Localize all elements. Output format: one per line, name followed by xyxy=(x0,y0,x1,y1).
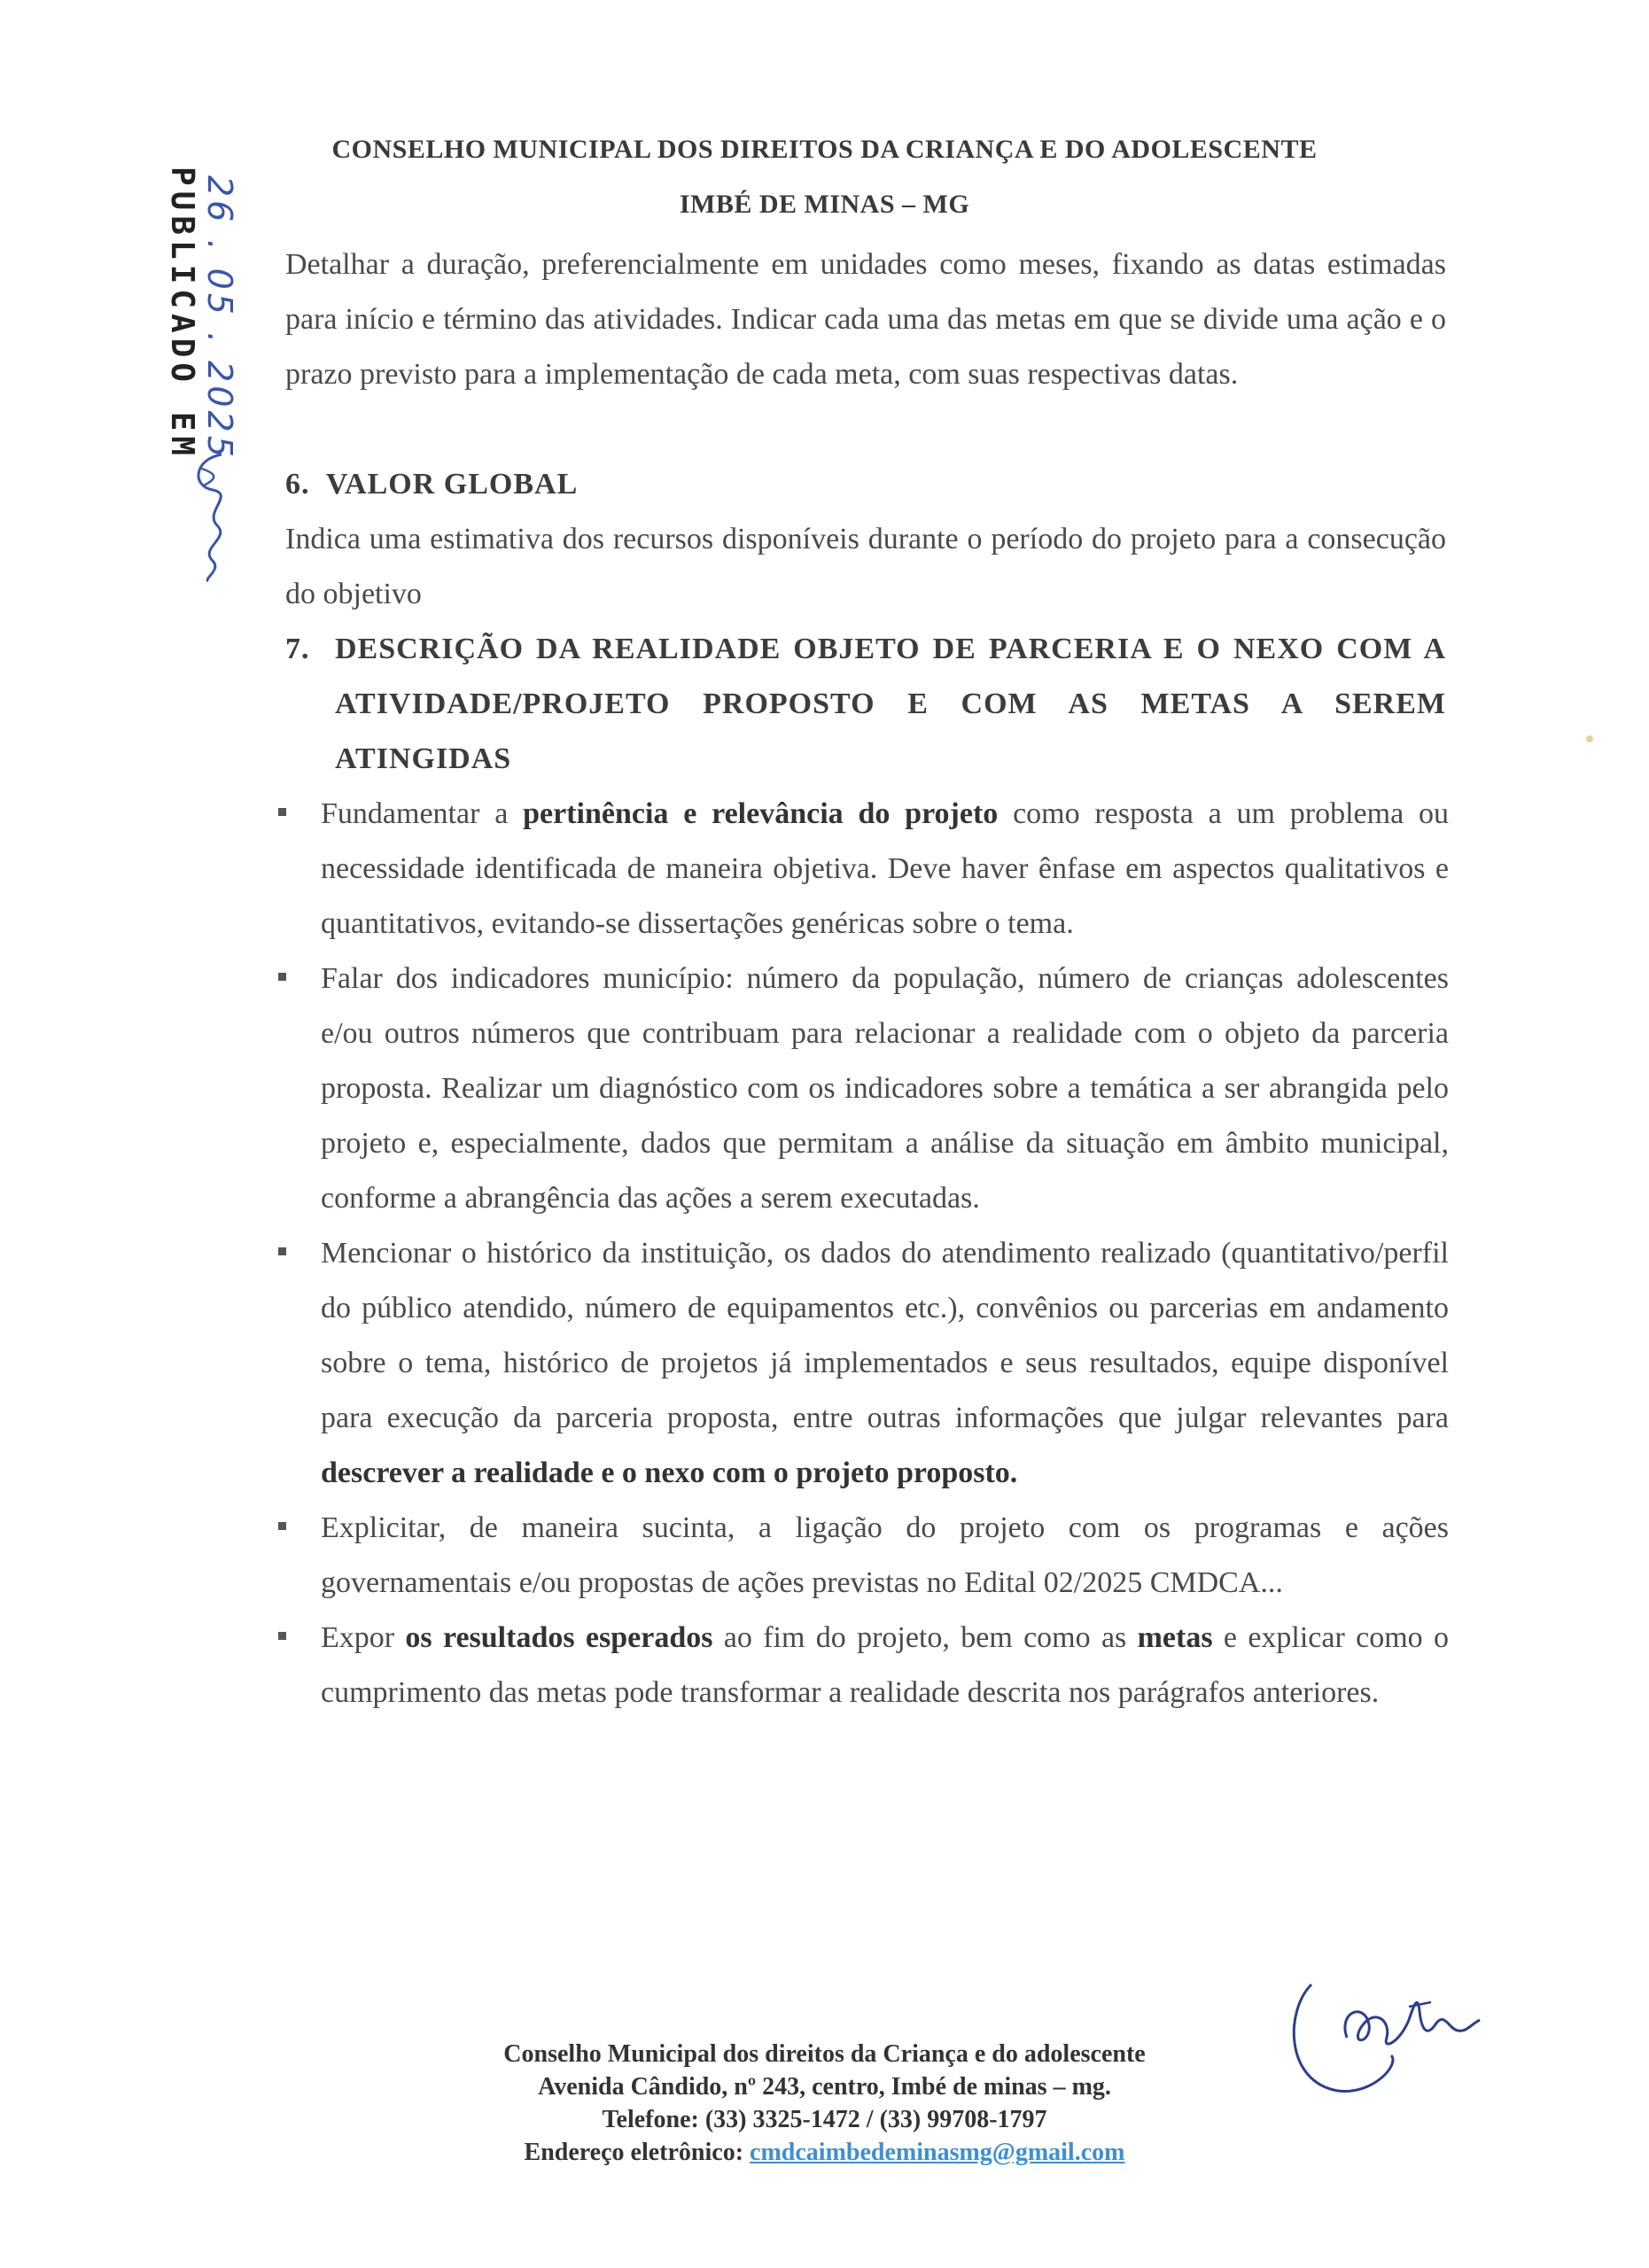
list-item: Fundamentar a pertinência e relevância do projeto como resposta a um problema ou necessidade identificada de maneira objetiva. Deve haver ênfase em aspectos qualitativos e quantitativos, evitando-se dissertações genéricas sobre o tema. xyxy=(275,787,1449,951)
list-item: Explicitar, de maneira sucinta, a ligação do projeto com os programas e ações governamentais e/ou propostas de ações previstas no Edital 02/2025 CMDCA... xyxy=(275,1501,1449,1611)
intro-paragraph: Detalhar a duração, preferencialmente em unidades como meses, fixando as datas estimadas para início e término das atividades. Indicar cada uma das metas em que se divide uma ação e o prazo previsto para a implementação de cada meta, com suas respectivas datas. xyxy=(285,248,1446,391)
publication-stamp xyxy=(133,158,257,494)
section-7-heading xyxy=(285,622,1446,787)
stamp-label: PUBLICADO EM xyxy=(164,167,200,462)
section-6-title: VALOR GLOBAL xyxy=(325,468,579,501)
bullet-square-icon xyxy=(278,1522,286,1530)
emphasis-text: metas xyxy=(1137,1621,1213,1654)
list-item: Falar dos indicadores município: número da população, número de crianças adolescentes e/ou outros números que contribuam para relacionar a realidade com o objeto da parceria proposta. Realizar um diagnóstico com os indicadores sobre a temática a ser abrangida pelo projeto e, especialmente, dados que permitam a análise da situação em âmbito municipal, conforme a abrangência das ações a serem executadas. xyxy=(275,951,1449,1226)
bullet-square-icon xyxy=(278,973,286,981)
footer-email-label: Endereço eletrônico: xyxy=(524,2139,751,2166)
council-header-city: IMBÉ DE MINAS – MG xyxy=(679,190,970,219)
footer-council-name: Conselho Municipal dos direitos da Criança e do adolescente xyxy=(503,2040,1146,2068)
section-7-title: DESCRIÇÃO DA REALIDADE OBJETO DE PARCERIA E O NEXO COM A ATIVIDADE/PROJETO PROPOSTO E COM AS METAS A SEREM ATINGIDAS xyxy=(335,633,1446,775)
bullet-list xyxy=(275,787,1449,1720)
section-6-text: Indica uma estimativa dos recursos disponíveis durante o período do projeto para a consecução do objetivo xyxy=(285,523,1446,610)
emphasis-text: descrever a realidade e o nexo com o projeto proposto. xyxy=(321,1456,1018,1489)
footer-email-line xyxy=(0,2136,1649,2169)
footer-phone: Telefone: (33) 3325-1472 / (33) 99708-1797 xyxy=(602,2106,1047,2133)
council-header-title: CONSELHO MUNICIPAL DOS DIREITOS DA CRIANÇA E DO ADOLESCENTE xyxy=(331,135,1318,164)
section-6-heading xyxy=(285,457,578,512)
bullet-square-icon xyxy=(278,1632,286,1640)
section-6-number: 6. xyxy=(285,468,310,501)
footer-address: Avenida Cândido, nº 243, centro, Imbé de minas – mg. xyxy=(538,2073,1111,2101)
bullet-square-icon xyxy=(278,808,286,816)
stamp-date: 26 . 05 . 2025 xyxy=(200,175,239,461)
footer-email-link[interactable]: cmdcaimbedeminasmg@gmail.com xyxy=(750,2139,1125,2166)
list-item: Mencionar o histórico da instituição, os dados do atendimento realizado (quantitativo/perfil do público atendido, número de equipamentos etc.), convênios ou parcerias em andamento sobre o tema, histórico de projetos já implementados e seus resultados, equipe disponível para execução da parceria proposta, entre outras informações que julgar relevantes para descrever a realidade e o nexo com o projeto proposto. xyxy=(275,1226,1449,1501)
stamp-initials-signature xyxy=(186,450,239,583)
section-7-number: 7. xyxy=(285,633,310,665)
emphasis-text: pertinência e relevância do projeto xyxy=(523,797,999,830)
scan-speck xyxy=(1586,735,1593,742)
emphasis-text: os resultados esperados xyxy=(405,1621,713,1654)
list-item: Expor os resultados esperados ao fim do projeto, bem como as metas e explicar como o cumprimento das metas pode transformar a realidade descrita nos parágrafos anteriores. xyxy=(275,1611,1449,1720)
bullet-square-icon xyxy=(278,1247,286,1255)
footer-block xyxy=(0,2038,1649,2169)
